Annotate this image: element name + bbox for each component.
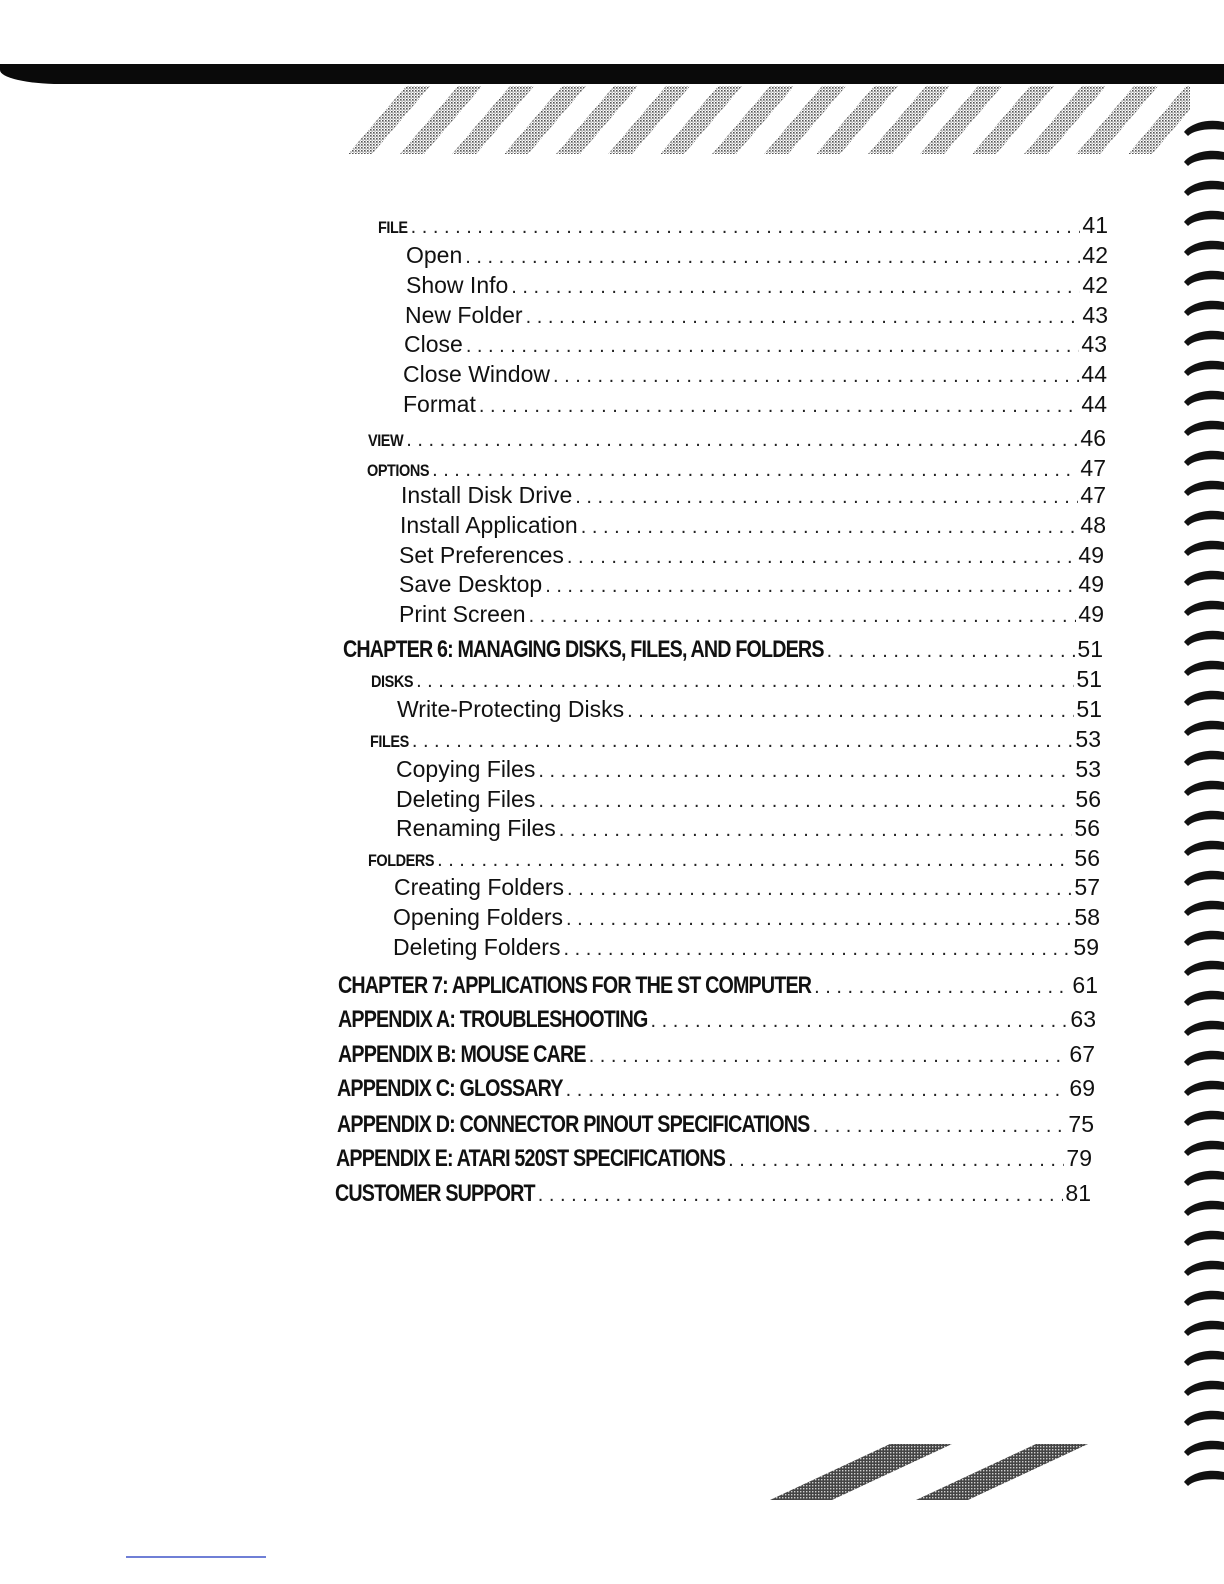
toc-page-number: 56 — [1074, 845, 1100, 871]
binding-ring — [1184, 1441, 1224, 1456]
toc-page-number: 42 — [1082, 242, 1108, 268]
dot-leader — [403, 429, 1078, 452]
binding-ring — [1184, 691, 1224, 706]
toc-page-number: 49 — [1078, 571, 1104, 597]
toc-section-entry — [367, 455, 1106, 482]
toc-section-entry — [378, 212, 1108, 239]
dot-leader — [508, 276, 1080, 299]
toc-item-entry — [406, 272, 1108, 299]
dot-leader — [434, 849, 1072, 872]
toc-entry-label: FOLDERS — [368, 851, 435, 870]
toc-item-entry — [399, 601, 1104, 628]
toc-page-number: 59 — [1073, 934, 1099, 960]
toc-chapter-entry — [337, 1075, 1095, 1103]
toc-chapter-entry — [338, 1041, 1095, 1069]
toc-entry-label: VIEW — [368, 431, 404, 450]
binding-ring — [1184, 271, 1224, 286]
dot-leader — [476, 395, 1080, 418]
binding-ring — [1184, 1261, 1224, 1276]
dot-leader — [725, 1149, 1064, 1172]
binding-ring — [1184, 1171, 1224, 1186]
toc-page-number: 58 — [1074, 904, 1100, 930]
dot-leader — [560, 938, 1071, 961]
toc-page-number: 41 — [1082, 212, 1108, 238]
toc-item-entry — [399, 542, 1104, 569]
binding-ring — [1184, 1351, 1224, 1366]
toc-page-number: 79 — [1066, 1145, 1092, 1171]
dot-leader — [542, 575, 1076, 598]
binding-ring — [1184, 511, 1224, 526]
binding-ring — [1184, 901, 1224, 916]
binding-ring — [1184, 721, 1224, 736]
toc-entry-label: APPENDIX E: ATARI 520ST SPECIFICATIONS — [336, 1145, 726, 1172]
binding-ring — [1184, 811, 1224, 826]
binding-ring — [1184, 1201, 1224, 1216]
dot-leader — [413, 670, 1074, 693]
toc-entry-label: Install Application — [400, 512, 578, 538]
dot-leader — [624, 700, 1074, 723]
binding-ring — [1184, 361, 1224, 376]
binding-ring — [1184, 571, 1224, 586]
binding-ring — [1184, 1291, 1224, 1306]
dot-leader — [811, 976, 1070, 999]
dot-leader — [408, 216, 1081, 239]
dot-leader — [409, 730, 1074, 753]
footer-rule — [126, 1556, 266, 1558]
toc-page-number: 57 — [1074, 874, 1100, 900]
bottom-stripes-decoration — [770, 1440, 1100, 1508]
dot-leader — [523, 306, 1081, 329]
toc-section-entry — [371, 666, 1102, 693]
dot-leader — [535, 1184, 1064, 1207]
toc-item-entry — [404, 331, 1107, 358]
toc-page-number: 69 — [1069, 1075, 1095, 1101]
binding-ring — [1184, 1321, 1224, 1336]
toc-section-entry — [368, 425, 1106, 452]
binding-ring — [1184, 301, 1224, 316]
dot-leader — [586, 1045, 1068, 1068]
dot-leader — [578, 516, 1079, 539]
toc-item-entry — [396, 786, 1101, 813]
toc-entry-label: Close Window — [403, 361, 550, 387]
toc-chapter-entry — [343, 636, 1103, 664]
dot-leader — [535, 760, 1073, 783]
binding-ring — [1184, 661, 1224, 676]
toc-page-number: 44 — [1081, 361, 1107, 387]
binding-ring — [1184, 421, 1224, 436]
toc-entry-label: Opening Folders — [393, 904, 564, 930]
toc-entry-label: Close — [404, 331, 463, 357]
toc-entry-label: Open — [406, 242, 463, 268]
dot-leader — [563, 908, 1072, 931]
toc-page-number: 49 — [1078, 601, 1104, 627]
toc-entry-label: FILE — [378, 218, 408, 237]
toc-entry-label: Format — [403, 391, 476, 417]
toc-entry-label: Print Screen — [399, 601, 526, 627]
toc-chapter-entry — [336, 1145, 1092, 1173]
toc-chapter-entry — [338, 972, 1098, 1000]
binding-ring — [1184, 961, 1224, 976]
toc-entry-label: Renaming Files — [396, 815, 556, 841]
binding-ring — [1184, 931, 1224, 946]
dot-leader — [535, 790, 1073, 813]
binding-ring — [1184, 1411, 1224, 1426]
dot-leader — [563, 1079, 1068, 1102]
toc-item-entry — [403, 391, 1107, 418]
toc-entry-label: Install Disk Drive — [401, 482, 573, 508]
binding-ring — [1184, 601, 1224, 616]
toc-item-entry — [403, 361, 1107, 388]
binding-ring — [1184, 871, 1224, 886]
binding-ring — [1184, 1381, 1224, 1396]
toc-item-entry — [396, 756, 1101, 783]
dot-leader — [526, 605, 1077, 628]
toc-page-number: 75 — [1068, 1111, 1094, 1137]
toc-entry-label: APPENDIX B: MOUSE CARE — [338, 1041, 586, 1068]
binding-ring — [1184, 751, 1224, 766]
toc-page-number: 47 — [1080, 482, 1106, 508]
toc-entry-label: CUSTOMER SUPPORT — [335, 1180, 535, 1207]
toc-item-entry — [406, 242, 1108, 269]
toc-entry-label: APPENDIX C: GLOSSARY — [337, 1075, 563, 1102]
binding-ring — [1184, 181, 1224, 196]
dot-leader — [429, 459, 1078, 482]
toc-page-number: 46 — [1080, 425, 1106, 451]
dot-leader — [824, 640, 1076, 663]
toc-entry-label: New Folder — [405, 302, 523, 328]
binding-ring — [1184, 1021, 1224, 1036]
toc-page-number: 81 — [1065, 1180, 1091, 1206]
toc-page-number: 51 — [1077, 636, 1103, 662]
dot-leader — [550, 365, 1079, 388]
dot-leader — [462, 246, 1080, 269]
dot-leader — [564, 878, 1072, 901]
toc-page-number: 47 — [1080, 455, 1106, 481]
binding-ring — [1184, 241, 1224, 256]
toc-section-entry — [370, 726, 1101, 753]
toc-item-entry — [393, 934, 1099, 961]
binding-ring — [1184, 211, 1224, 226]
binding-ring — [1184, 841, 1224, 856]
binding-ring — [1184, 1471, 1224, 1486]
toc-entry-label: APPENDIX D: CONNECTOR PINOUT SPECIFICATIONS — [337, 1111, 810, 1138]
dot-leader — [556, 819, 1073, 842]
dot-leader — [572, 486, 1078, 509]
binding-ring — [1184, 541, 1224, 556]
toc-page-number: 67 — [1069, 1041, 1095, 1067]
toc-chapter-entry — [338, 1006, 1096, 1034]
toc-page-number: 49 — [1078, 542, 1104, 568]
toc-item-entry — [393, 904, 1100, 931]
toc-entry-label: OPTIONS — [367, 461, 430, 480]
binding-ring — [1184, 1231, 1224, 1246]
toc-item-entry — [400, 512, 1106, 539]
spiral-binding — [1176, 110, 1224, 1510]
toc-entry-label: Set Preferences — [399, 542, 564, 568]
toc-item-entry — [394, 874, 1100, 901]
toc-entry-label: Write-Protecting Disks — [397, 696, 625, 722]
toc-page-number: 43 — [1081, 331, 1107, 357]
binding-ring — [1184, 331, 1224, 346]
binding-ring — [1184, 451, 1224, 466]
toc-item-entry — [399, 571, 1104, 598]
binding-ring — [1184, 1111, 1224, 1126]
dot-leader — [463, 335, 1080, 358]
toc-entry-label: CHAPTER 7: APPLICATIONS FOR THE ST COMPUTER — [338, 972, 812, 999]
binding-ring — [1184, 991, 1224, 1006]
toc-chapter-entry — [337, 1111, 1094, 1139]
toc-entry-label: Creating Folders — [394, 874, 565, 900]
binding-ring — [1184, 631, 1224, 646]
toc-page-number: 43 — [1082, 302, 1108, 328]
toc-entry-label: Deleting Folders — [393, 934, 561, 960]
toc-chapter-entry — [335, 1180, 1091, 1208]
toc-page-number: 56 — [1074, 815, 1100, 841]
dot-leader — [648, 1010, 1069, 1033]
dot-leader — [564, 546, 1076, 569]
binding-ring — [1184, 151, 1224, 166]
toc-entry-label: FILES — [370, 732, 409, 751]
toc-page-number: 53 — [1075, 726, 1101, 752]
toc-entry-label: Save Desktop — [399, 571, 543, 597]
toc-page-number: 51 — [1076, 666, 1102, 692]
toc-entry-label: CHAPTER 6: MANAGING DISKS, FILES, AND FOLDERS — [343, 636, 824, 663]
toc-page-number: 51 — [1076, 696, 1102, 722]
toc-item-entry — [397, 696, 1102, 723]
toc-page-number: 63 — [1070, 1006, 1096, 1032]
toc-item-entry — [405, 302, 1108, 329]
toc-section-entry — [368, 845, 1100, 872]
toc-page-number: 42 — [1082, 272, 1108, 298]
toc-page-number: 48 — [1080, 512, 1106, 538]
toc-page-number: 56 — [1075, 786, 1101, 812]
binding-ring — [1184, 1051, 1224, 1066]
toc-entry-label: APPENDIX A: TROUBLESHOOTING — [338, 1006, 648, 1033]
toc-page-number: 44 — [1081, 391, 1107, 417]
toc-entry-label: Copying Files — [396, 756, 536, 782]
toc-page-number: 53 — [1075, 756, 1101, 782]
dot-leader — [809, 1115, 1066, 1138]
toc-item-entry — [396, 815, 1100, 842]
binding-ring — [1184, 1081, 1224, 1096]
toc-entry-label: Deleting Files — [396, 786, 536, 812]
binding-ring — [1184, 121, 1224, 136]
toc-page-number: 61 — [1072, 972, 1098, 998]
toc-item-entry — [401, 482, 1106, 509]
binding-ring — [1184, 1141, 1224, 1156]
binding-ring — [1184, 481, 1224, 496]
toc-entry-label: Show Info — [406, 272, 509, 298]
toc-entry-label: DISKS — [371, 672, 414, 691]
binding-ring — [1184, 391, 1224, 406]
binding-ring — [1184, 781, 1224, 796]
